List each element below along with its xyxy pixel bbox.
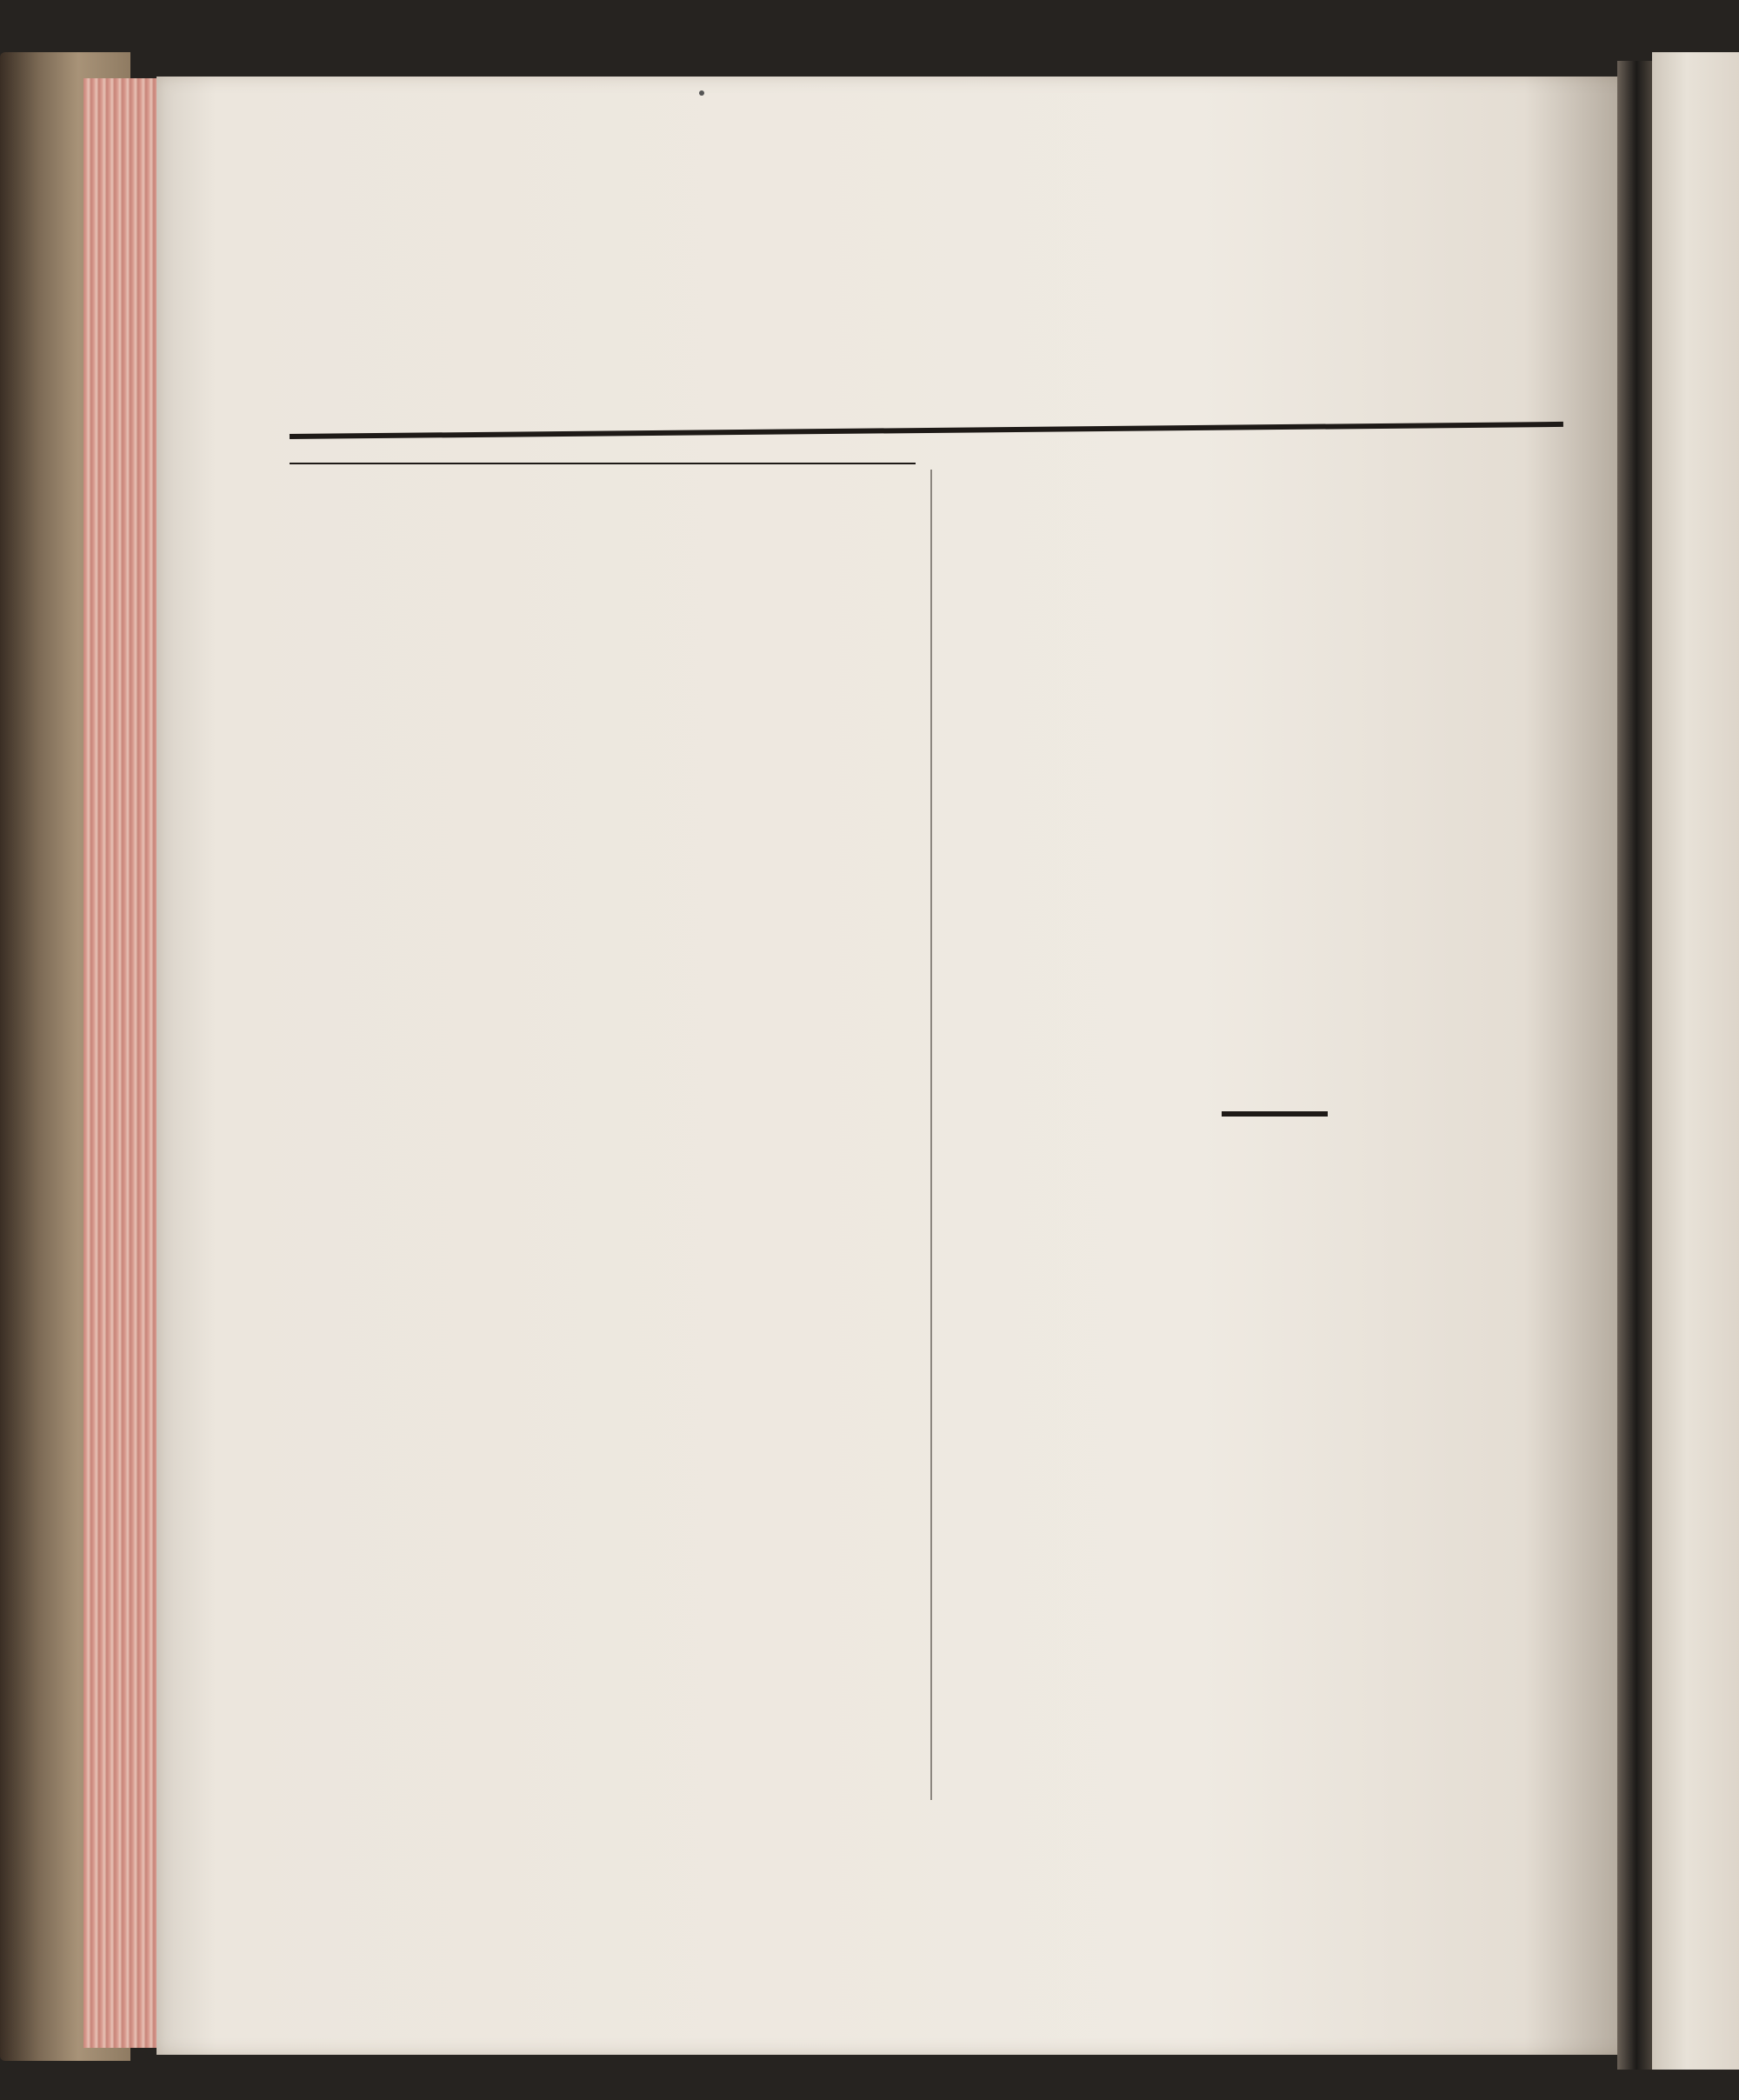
page-edges — [83, 78, 162, 2048]
article-divider — [1222, 1111, 1328, 1117]
left-page — [157, 77, 1643, 2055]
next-page-edge — [1652, 52, 1739, 2070]
column-separator — [930, 470, 932, 1800]
section-divider-thin — [290, 463, 916, 464]
book-gutter — [1617, 61, 1652, 2070]
page-mark — [699, 90, 704, 96]
